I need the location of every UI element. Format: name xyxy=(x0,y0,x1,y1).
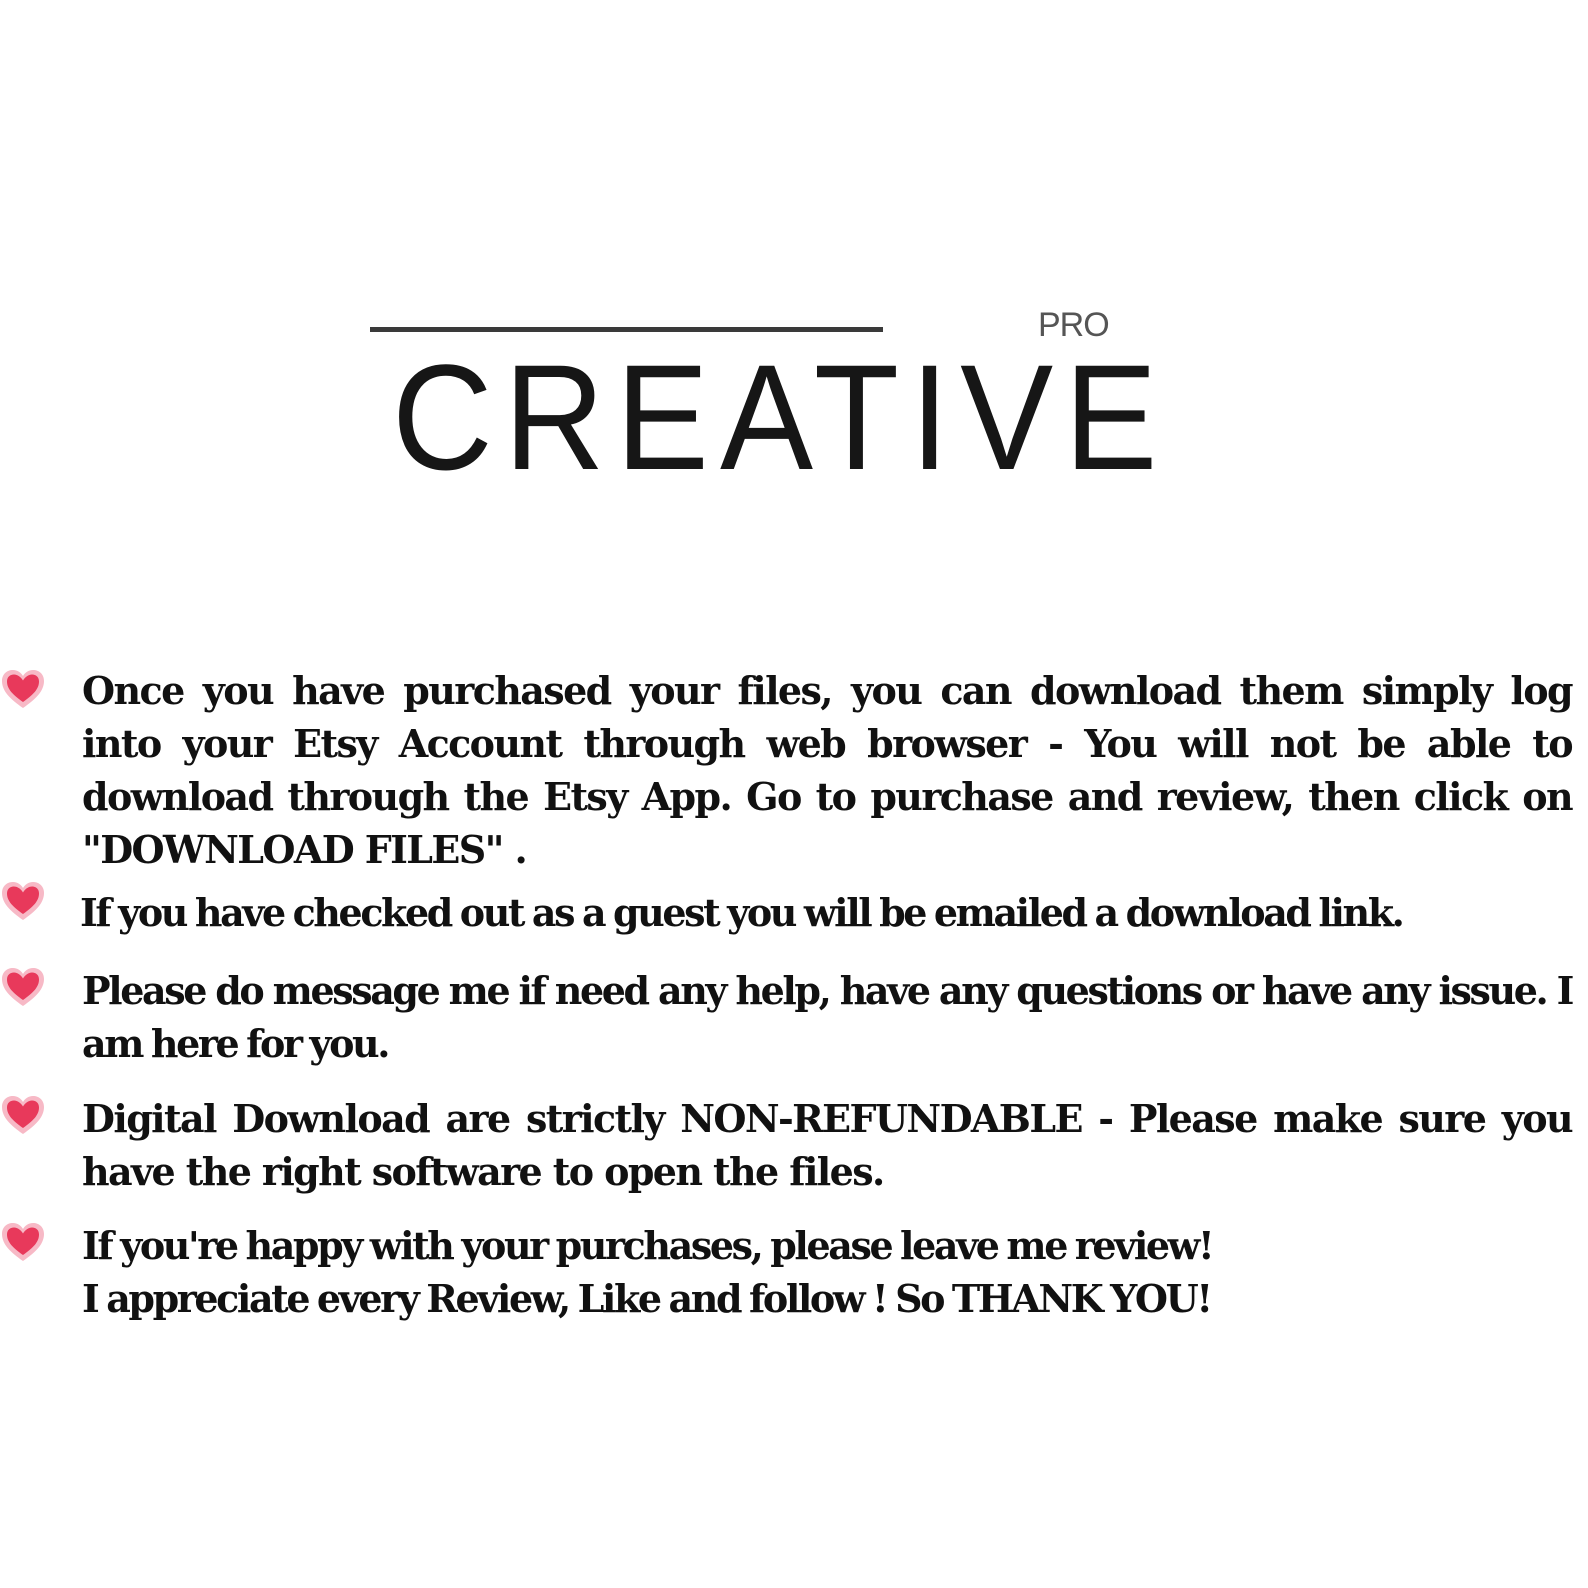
item-text: Once you have purchased your files, you can download them simply log into your Etsy Account through web browser - You will not be able to download through the Etsy App. Go to purchase and review, then click on "DOWNLOAD FILES" . xyxy=(82,668,1572,872)
item-text: If you have checked out as a guest you will be emailed a download link. xyxy=(80,890,1403,935)
heart-icon xyxy=(0,1221,46,1263)
item-text: Digital Download are strictly NON-REFUNDABLE - Please make sure you have the right software to open the files. xyxy=(82,1096,1572,1194)
heart-icon xyxy=(0,1094,46,1136)
heart-icon xyxy=(0,880,46,922)
logo-rule xyxy=(370,327,883,332)
item-text: Please do message me if need any help, have any questions or have any issue. I am here for you. xyxy=(82,968,1572,1066)
logo-wordmark: CREATIVE xyxy=(392,333,1169,501)
heart-icon xyxy=(0,966,46,1008)
heart-icon xyxy=(0,668,46,710)
logo-superscript: PRO xyxy=(1038,306,1109,344)
brand-logo xyxy=(370,300,1169,501)
item-text: If you're happy with your purchases, please leave me review! I appreciate every Review, Like and follow ! So THANK YOU! xyxy=(82,1223,1213,1321)
